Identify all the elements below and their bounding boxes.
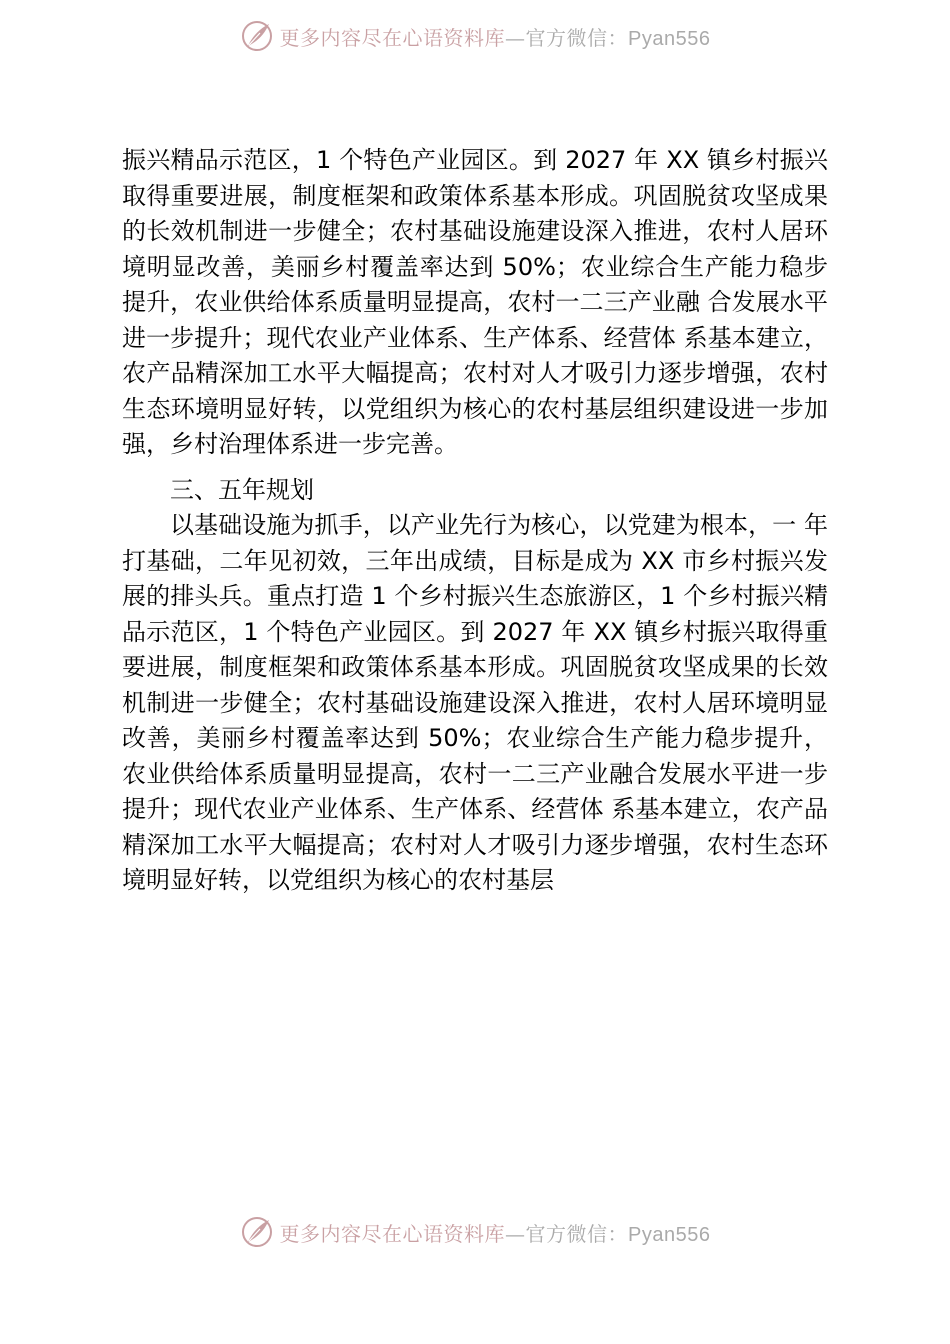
body-paragraph-2: 以基础设施为抓手，以产业先行为核心，以党建为根本，一 年打基础，二年见初效，三年出成绩，目标是成为 XX 市乡村振兴发展的排头兵。重点打造 1 个乡村振兴生态旅游区，1 个乡村振兴精品示范区，1 个特色产业园区。到 2027 年 XX 镇乡村振兴取得重要进展，制度框架和政策体系基本形成。巩固脱贫攻坚成果的长效机制进一步健全；农村基础设施建设深入推进，农村人居环境明显改善，美丽乡村覆盖率达到 50%；农业综合生产能力稳步提升，农业供给体系质量明显提高，农村一二三产业融合发展水平进一步提升；现代农业产业体系、生产体系、经营体 系基本建立，农产品精深加工水平大幅提高；农村对人才吸引力逐步增强，农村生态环境明显好转，以党组织为核心的农村基层: [122, 511, 828, 894]
header-watermark-banner: [0, 16, 950, 56]
body-paragraph-1: 振兴精品示范区，1 个特色产业园区。到 2027 年 XX 镇乡村振兴取得重要进展，制度框架和政策体系基本形成。巩固脱贫攻坚成果的长效机制进一步健全；农村基础设施建设深入推进，农村人居环境明显改善，美丽乡村覆盖率达到 50%；农业综合生产能力稳步提升，农业供给体系质量明显提高，农村一二三产业融 合发展水平进一步提升；现代农业产业体系、生产体系、经营体 系基本建立，农产品精深加工水平大幅提高；农村对人才吸引力逐步增强，农村生态环境明显好转，以党组织为核心的农村基层组织建设进一步加强，乡村治理体系进一步完善。: [122, 146, 828, 458]
footer-wechat-label: 官方微信：: [525, 1221, 629, 1246]
header-dash: —: [505, 25, 526, 50]
section-heading: 三、五年规划: [170, 475, 314, 504]
header-watermark-text: [280, 22, 711, 51]
feather-quill-icon: [240, 19, 274, 53]
header-wechat-label: 官方微信：: [525, 25, 629, 50]
feather-quill-icon: [240, 1215, 274, 1249]
footer-watermark-text: [280, 1218, 711, 1247]
header-brand-text: 更多内容尽在心语资料库: [279, 25, 506, 50]
footer-brand-text: 更多内容尽在心语资料库: [279, 1221, 506, 1246]
footer-wechat-id: Pyan556: [628, 1223, 711, 1246]
footer-dash: —: [505, 1221, 526, 1246]
header-wechat-id: Pyan556: [628, 27, 711, 50]
footer-watermark-banner: [0, 1212, 950, 1252]
document-body: [122, 143, 828, 899]
